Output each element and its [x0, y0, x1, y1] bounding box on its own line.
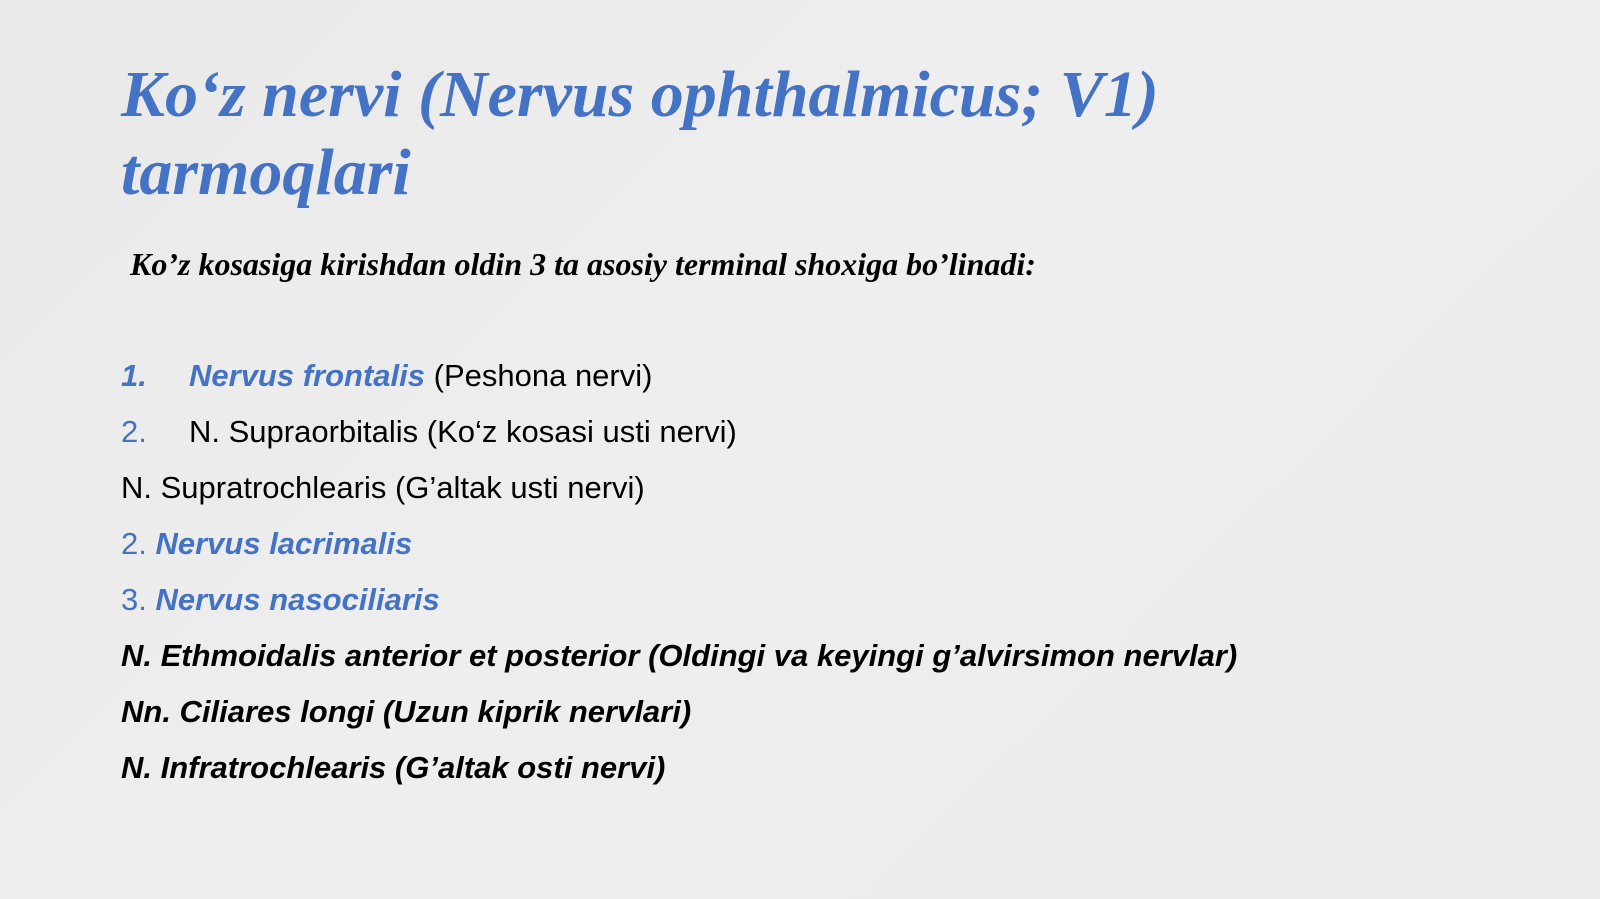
item-name: Nervus frontalis — [189, 358, 426, 393]
item-number: 2. — [121, 414, 147, 449]
list-item-supraorbitalis — [121, 409, 1521, 465]
list-item-frontalis — [121, 353, 1521, 409]
item-name: Nervus lacrimalis — [155, 526, 413, 561]
item-number: 2. — [121, 526, 156, 561]
item-text: N. Ethmoidalis anterior et posterior (Oldingi va keyingi g’alvirsimon nervlar) — [121, 638, 1238, 673]
item-text: N. Supratrochlearis (G’altak usti nervi) — [121, 470, 645, 505]
list-item-lacrimalis — [121, 521, 1521, 577]
item-description: (Peshona nervi) — [425, 358, 653, 393]
slide-subtitle: Ko’z kosasiga kirishdan oldin 3 ta asosiy terminal shoxiga bo’linadi: — [130, 246, 1036, 282]
item-name: Nervus nasociliaris — [155, 582, 440, 617]
item-text: N. Supraorbitalis (Ko‘z kosasi usti nervi) — [189, 414, 737, 449]
branch-list — [121, 353, 1521, 801]
item-text: Nn. Ciliares longi (Uzun kiprik nervlari) — [121, 694, 692, 729]
title-line-1: Ko‘z nervi (Nervus ophthalmicus; V1) — [121, 58, 1159, 131]
item-text: N. Infratrochlearis (G’altak osti nervi) — [121, 750, 666, 785]
list-item-ciliares-longi — [121, 689, 1521, 745]
title-line-2: tarmoqlari — [121, 136, 411, 209]
list-item-nasociliaris — [121, 577, 1521, 633]
list-item-ethmoidalis — [121, 633, 1521, 689]
list-item-supratrochlearis — [121, 465, 1521, 521]
item-number: 1. — [121, 358, 147, 393]
slide-title — [121, 56, 1421, 212]
list-item-infratrochlearis — [121, 745, 1521, 801]
item-number: 3. — [121, 582, 156, 617]
